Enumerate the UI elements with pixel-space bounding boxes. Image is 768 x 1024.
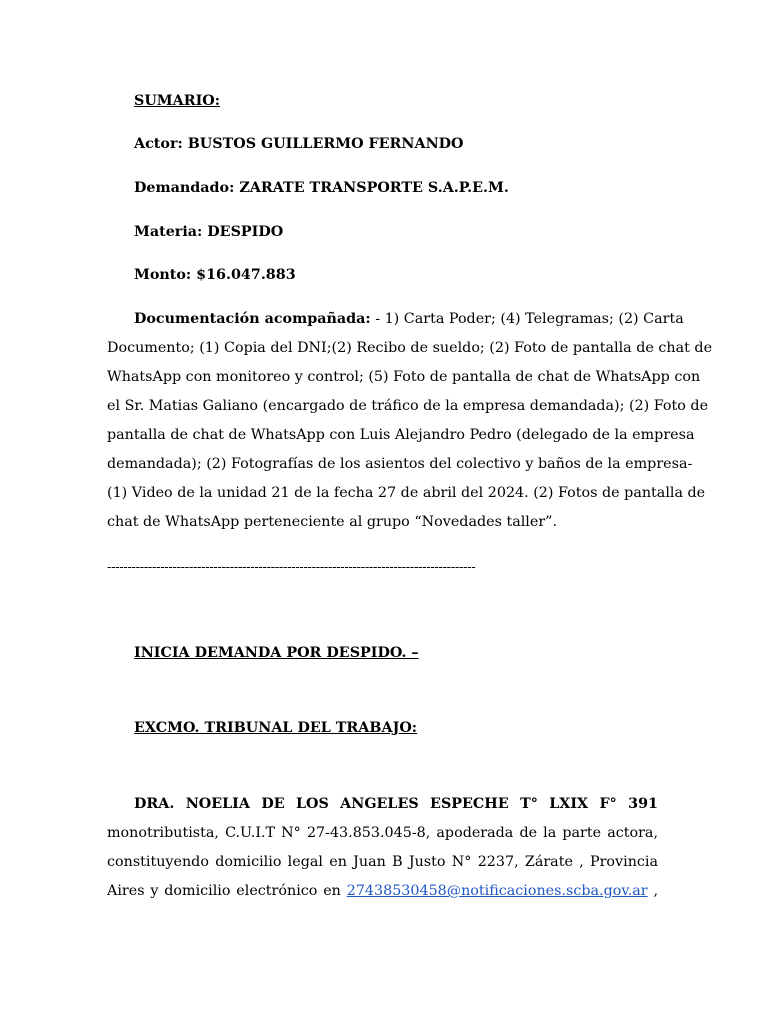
documentacion-line-4: pantalla de chat de WhatsApp con Luis Alejandro Pedro (delegado de la empresa	[107, 427, 695, 443]
presentacion-line-4-pre: Aires y domicilio electrónico en	[107, 883, 347, 899]
documentacion-label: Documentación acompañada:	[134, 311, 371, 327]
presentacion-line-4	[107, 877, 658, 906]
inicia-demanda-heading: INICIA DEMANDA POR DESPIDO. –	[134, 645, 419, 661]
documentacion-line-1: Documento; (1) Copia del DNI;(2) Recibo de sueldo; (2) Foto de pantalla de chat de	[107, 340, 713, 356]
documentacion-line-6: (1) Video de la unidad 21 de la fecha 27 de abril del 2024. (2) Fotos de pantalla de	[107, 485, 706, 501]
monto-line: Monto: $16.047.883	[134, 267, 296, 283]
presentacion-line-2: monotributista, C.U.I.T N° 27-43.853.045-8, apoderada de la parte actora,	[107, 825, 658, 841]
presentacion-line-3: constituyendo domicilio legal en Juan B Justo N° 2237, Zárate , Provincia	[107, 854, 658, 870]
documentacion-first-line	[134, 305, 685, 334]
presentacion-line-4-post: ,	[653, 883, 658, 899]
presentacion-line-1	[107, 790, 658, 819]
materia-line: Materia: DESPIDO	[134, 224, 284, 240]
sumario-heading: SUMARIO:	[134, 93, 221, 109]
documentacion-line-2: WhatsApp con monitoreo y control; (5) Foto de pantalla de chat de WhatsApp con	[107, 369, 701, 385]
lawyer-name: DRA. NOELIA DE LOS ANGELES ESPECHE T° LXIX F° 391	[134, 796, 658, 812]
separator-line: ------------------------------------------------------------------------------------------	[107, 560, 476, 575]
documentacion-line-5: demandada); (2) Fotografías de los asientos del colectivo y baños de la empresa-	[107, 456, 693, 472]
tribunal-heading: EXCMO. TRIBUNAL DEL TRABAJO:	[134, 720, 418, 736]
demandado-line: Demandado: ZARATE TRANSPORTE S.A.P.E.M.	[134, 180, 509, 196]
email-link[interactable]: 27438530458@notificaciones.scba.gov.ar	[346, 883, 648, 899]
actor-line: Actor: BUSTOS GUILLERMO FERNANDO	[134, 136, 464, 152]
documentacion-line-7: chat de WhatsApp perteneciente al grupo “Novedades taller”.	[107, 514, 558, 530]
documentacion-line-3: el Sr. Matias Galiano (encargado de tráfico de la empresa demandada); (2) Foto de	[107, 398, 709, 414]
documentacion-line-0: - 1) Carta Poder; (4) Telegramas; (2) Carta	[370, 311, 684, 327]
